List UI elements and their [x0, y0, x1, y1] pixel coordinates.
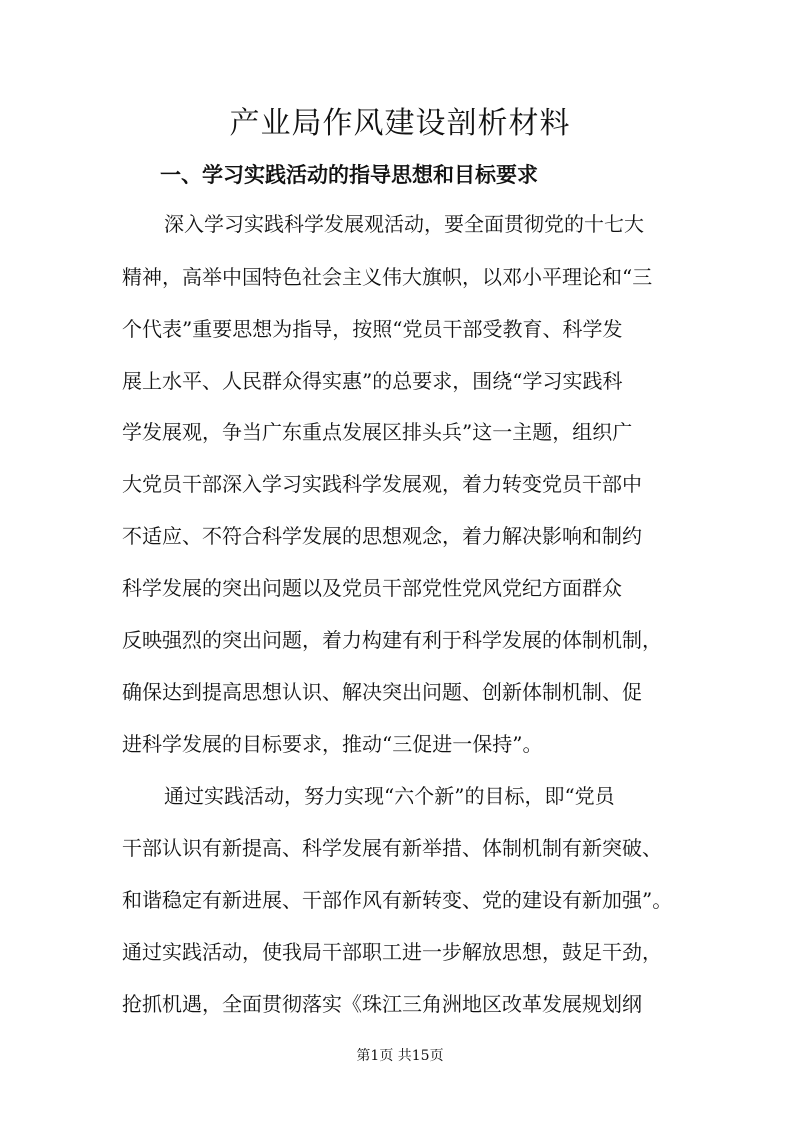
paragraph-line: 和谐稳定有新进展、干部作风有新转变、党的建设有新加强”。 — [122, 888, 673, 912]
paragraph-line: 深入学习实践科学发展观活动，要全面贯彻党的十七大 — [164, 212, 644, 236]
paragraph-line: 进科学发展的目标要求，推动“三促进一保持”。 — [122, 732, 543, 756]
section-heading: 一、学习实践活动的指导思想和目标要求 — [160, 163, 538, 187]
paragraph-line: 确保达到提高思想认识、解决突出问题、创新体制机制、促 — [122, 680, 642, 704]
paragraph-line: 不适应、不符合科学发展的思想观念，着力解决影响和制约 — [122, 524, 642, 548]
paragraph-line: 个代表”重要思想为指导，按照“党员干部受教育、科学发 — [122, 317, 623, 341]
paragraph-line: 学发展观，争当广东重点发展区排头兵”这一主题，组织广 — [122, 420, 633, 444]
paragraph-line: 干部认识有新提高、科学发展有新举措、体制机制有新突破、 — [122, 836, 662, 860]
paragraph-line: 大党员干部深入学习实践科学发展观，着力转变党员干部中 — [122, 472, 642, 496]
paragraph-line: 通过实践活动，使我局干部职工进一步解放思想，鼓足干劲， — [122, 940, 662, 964]
paragraph-line: 反映强烈的突出问题，着力构建有利于科学发展的体制机制， — [122, 628, 662, 652]
paragraph-line: 抢抓机遇，全面贯彻落实《珠江三角洲地区改革发展规划纲 — [122, 992, 642, 1016]
page-footer: 第1页 共15页 — [356, 1048, 444, 1064]
paragraph-line: 科学发展的突出问题以及党员干部党性党风党纪方面群众 — [122, 576, 622, 600]
paragraph-line: 通过实践活动，努力实现“六个新”的目标，即“党员 — [164, 784, 615, 808]
paragraph-line: 精神，高举中国特色社会主义伟大旗帜，以邓小平理论和“三 — [122, 265, 653, 289]
paragraph-line: 展上水平、人民群众得实惠”的总要求，围绕“学习实践科 — [122, 369, 623, 393]
document-title: 产业局作风建设剖析材料 — [229, 106, 571, 141]
